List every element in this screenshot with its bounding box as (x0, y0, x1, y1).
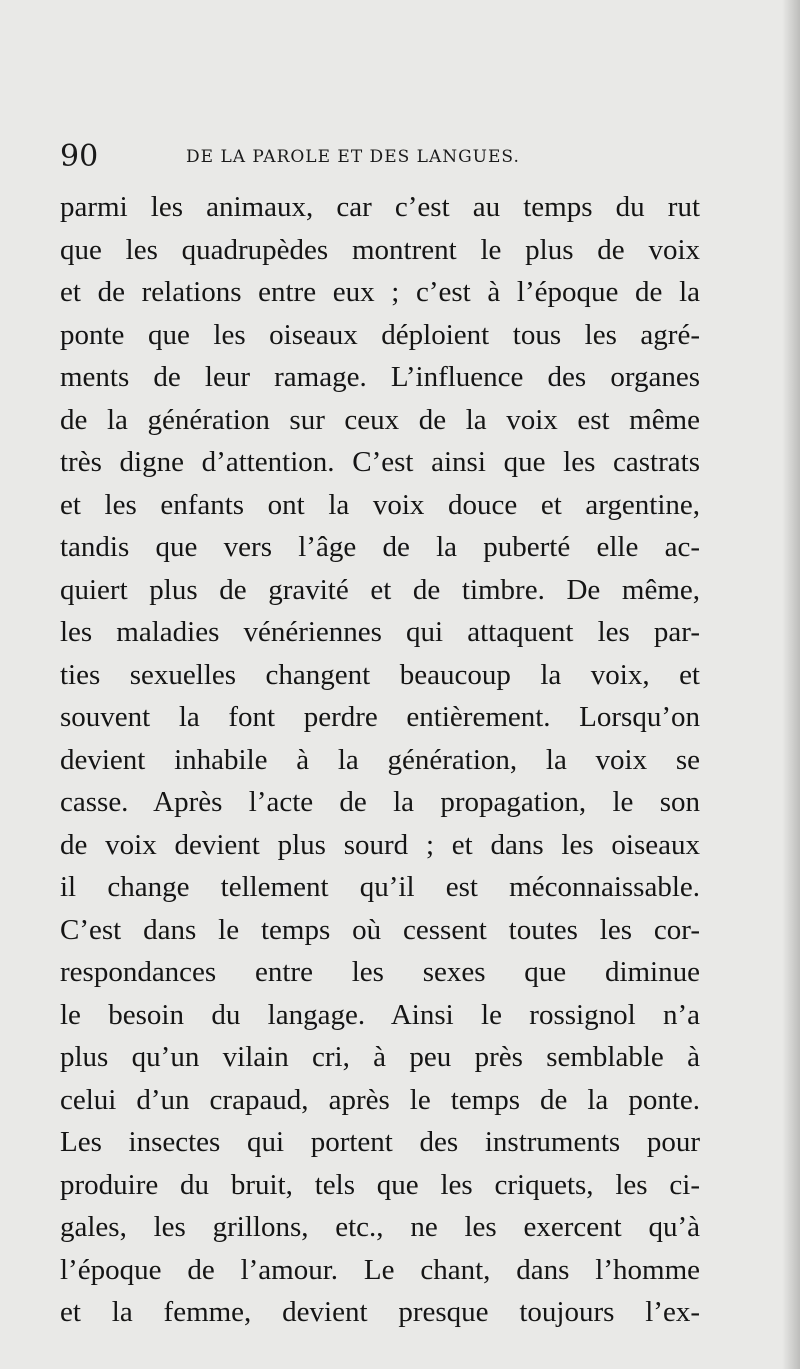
text-line: les maladies vénériennes qui attaquent les par- (60, 616, 700, 648)
text-line: parmi les animaux, car c’est au temps du rut (60, 191, 700, 223)
text-line: que les quadrupèdes montrent le plus de voix (60, 233, 700, 266)
text-line: tandis que vers l’âge de la puberté elle ac- (60, 531, 700, 563)
text-line: et la femme, devient presque toujours l’ex- (60, 1296, 700, 1328)
text-line: quiert plus de gravité et de timbre. De même, (60, 573, 700, 606)
text-line: celui d’un crapaud, après le temps de la ponte. (60, 1083, 700, 1116)
body-text (60, 186, 700, 1334)
text-line: très digne d’attention. C’est ainsi que les castrats (60, 446, 700, 478)
page-edge-shadow (782, 0, 800, 1369)
text-line: de voix devient plus sourd ; et dans les oiseaux (60, 828, 700, 861)
text-line: l’époque de l’amour. Le chant, dans l’homme (60, 1253, 700, 1286)
text-line: de la génération sur ceux de la voix est même (60, 403, 700, 436)
text-line: et les enfants ont la voix douce et argentine, (60, 488, 700, 521)
text-line: gales, les grillons, etc., ne les exercent qu’à (60, 1211, 700, 1243)
text-line: C’est dans le temps où cessent toutes les cor- (60, 913, 700, 946)
text-line: casse. Après l’acte de la propagation, le son (60, 786, 700, 818)
text-line: produire du bruit, tels que les criquets, les ci- (60, 1168, 700, 1201)
page-header (60, 138, 700, 178)
text-line: et de relations entre eux ; c’est à l’époque de la (60, 276, 700, 308)
text-line: ments de leur ramage. L’influence des organes (60, 361, 700, 393)
page-number: 90 (60, 139, 99, 174)
text-line: respondances entre les sexes que diminue (60, 956, 700, 988)
text-line: ponte que les oiseaux déploient tous les agré- (60, 318, 700, 351)
text-line: plus qu’un vilain cri, à peu près semblable à (60, 1041, 700, 1073)
text-line: devient inhabile à la génération, la voix se (60, 743, 700, 776)
text-line: souvent la font perdre entièrement. Lorsqu’on (60, 701, 700, 733)
text-line: il change tellement qu’il est méconnaissable. (60, 871, 700, 903)
running-head: DE LA PAROLE ET DES LANGUES. (186, 147, 520, 167)
text-line: le besoin du langage. Ainsi le rossignol n’a (60, 998, 700, 1031)
text-line: Les insectes qui portent des instruments pour (60, 1126, 700, 1158)
text-line: ties sexuelles changent beaucoup la voix, et (60, 658, 700, 691)
